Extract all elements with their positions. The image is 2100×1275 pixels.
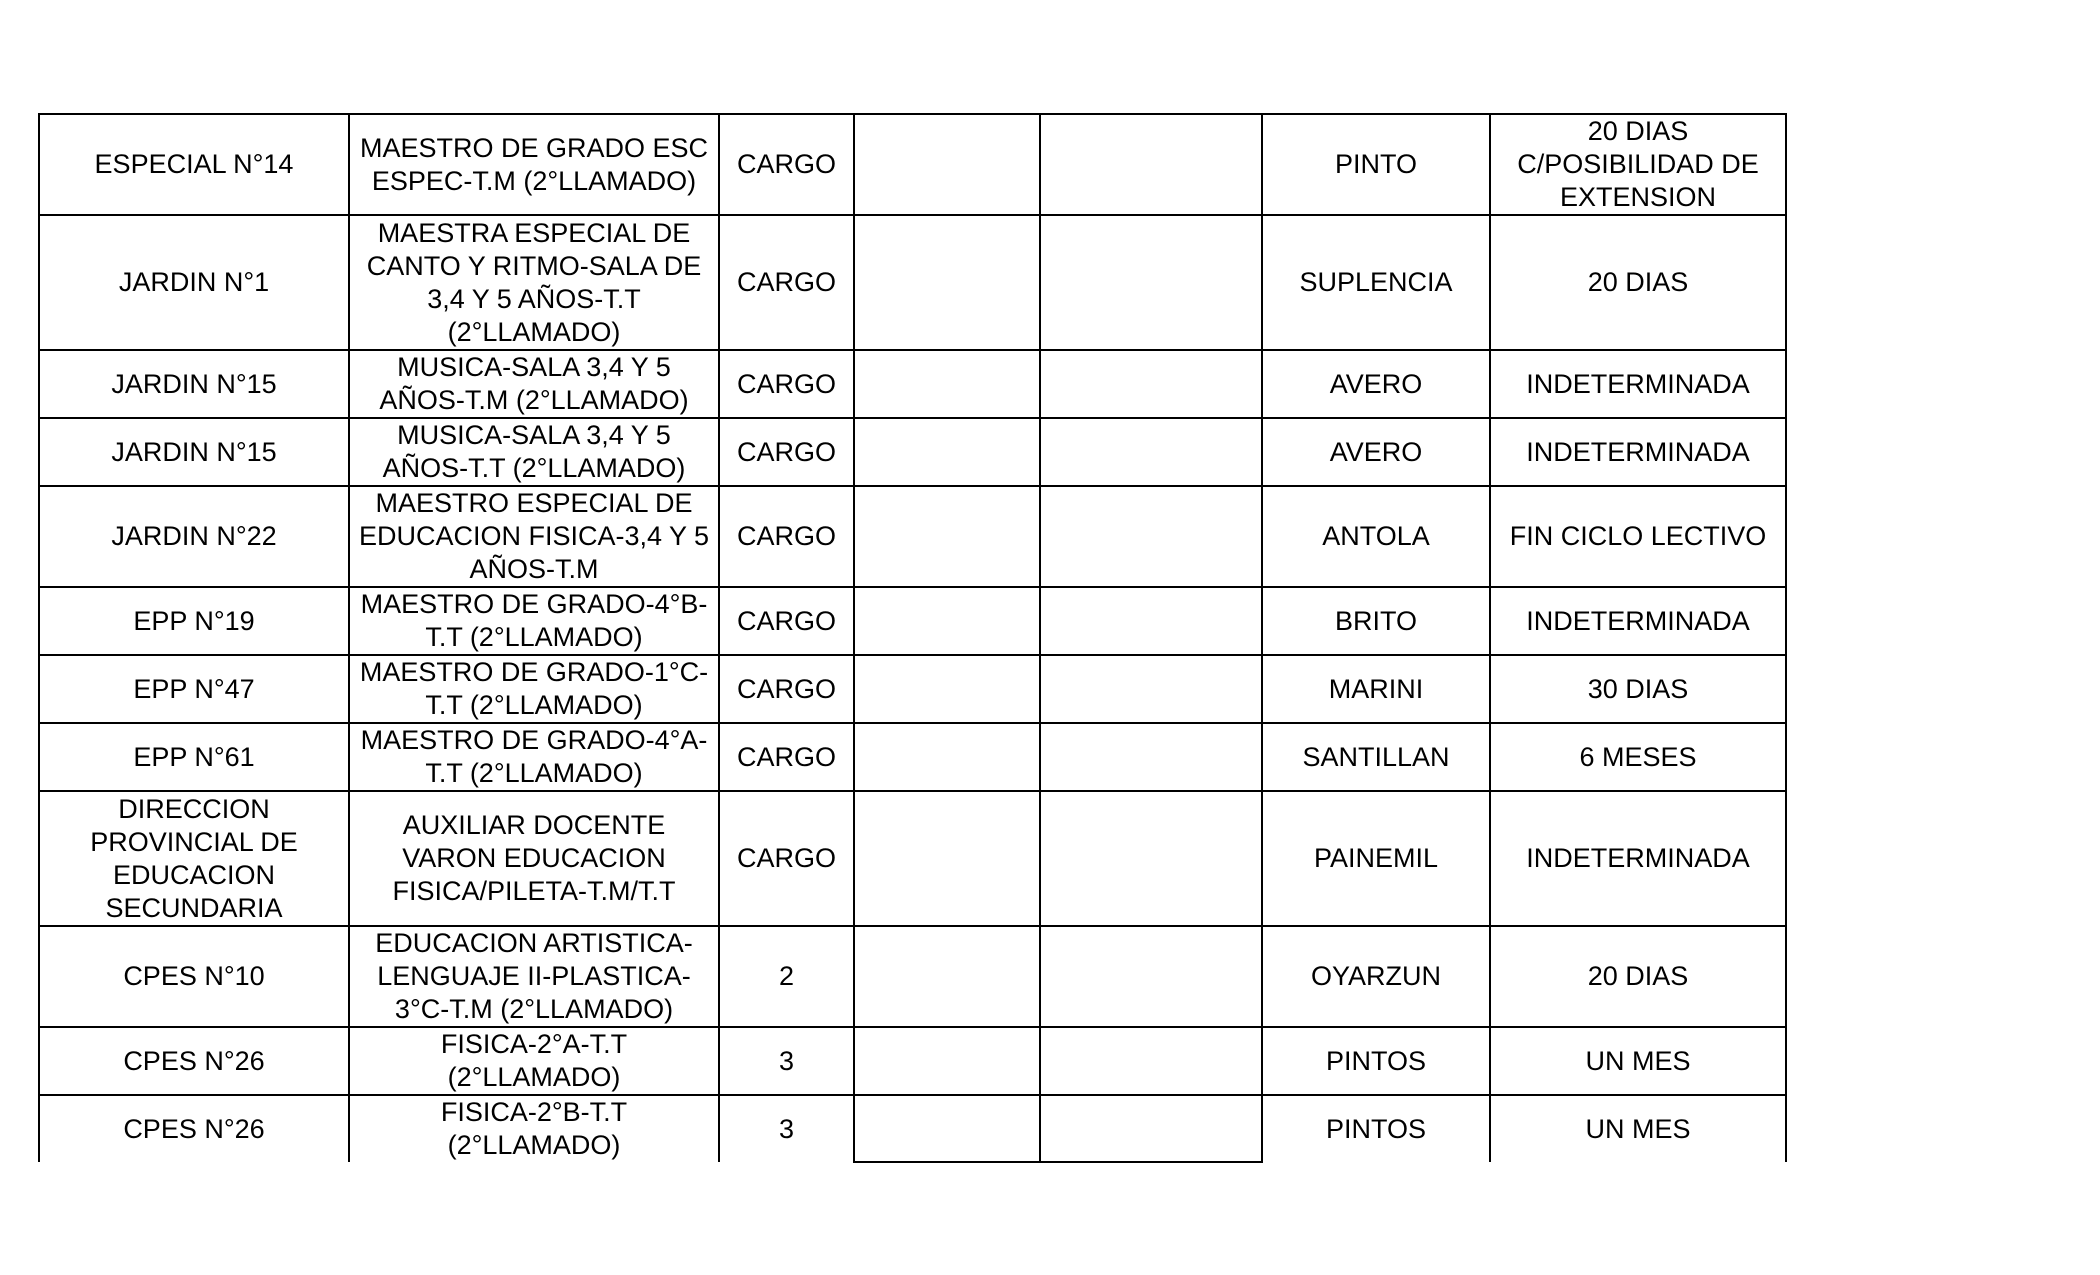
type-cell [719, 655, 854, 723]
position-cell [349, 1095, 719, 1162]
name-cell [1262, 486, 1490, 587]
duration-text: 20 DIAS [1587, 961, 1689, 991]
position-cell [349, 114, 719, 215]
type-cell [719, 1027, 854, 1095]
duration-text: 6 MESES [1579, 741, 1697, 772]
duration-text: INDETERMINADA [1526, 368, 1750, 399]
table-row [39, 418, 1786, 486]
school-text: JARDIN N°15 [111, 436, 277, 467]
duration-text: INDETERMINADA [1526, 843, 1750, 873]
type-text: CARGO [736, 741, 836, 772]
name-cell [1262, 1027, 1490, 1095]
type-text: CARGO [736, 149, 836, 179]
type-cell [719, 723, 854, 791]
duration-text: 20 DIAS C/POSIBILIDAD DE EXTENSION [1517, 116, 1759, 212]
school-text: CPES N°10 [123, 961, 265, 991]
name-text: SUPLENCIA [1299, 267, 1453, 297]
table-row [39, 587, 1786, 655]
name-text: PINTOS [1325, 1113, 1427, 1144]
school-cell [39, 114, 349, 215]
type-cell [719, 1095, 854, 1162]
empty-cell [1040, 587, 1262, 655]
table-body [39, 114, 1786, 1162]
empty-cell [1040, 723, 1262, 791]
type-cell [719, 486, 854, 587]
empty-cell [854, 1027, 1040, 1095]
empty-cell [1040, 486, 1262, 587]
duration-cell [1490, 791, 1786, 926]
school-cell [39, 1027, 349, 1095]
type-text: 3 [778, 1045, 795, 1076]
name-text: PINTO [1334, 149, 1417, 179]
vacancies-table [38, 113, 1787, 1163]
duration-text: INDETERMINADA [1526, 436, 1750, 467]
position-text: MUSICA-SALA 3,4 Y 5 AÑOS-T.T (2°LLAMADO) [382, 420, 686, 483]
school-cell [39, 350, 349, 418]
duration-cell [1490, 723, 1786, 791]
position-text: EDUCACION ARTISTICA-LENGUAJE II-PLASTICA-3°C-T.M (2°LLAMADO) [375, 928, 693, 1024]
position-cell [349, 655, 719, 723]
table-row [39, 486, 1786, 587]
school-text: JARDIN N°22 [111, 521, 277, 551]
type-text: 3 [778, 1113, 795, 1144]
school-cell [39, 215, 349, 350]
position-text: MAESTRA ESPECIAL DE CANTO Y RITMO-SALA DE 3,4 Y 5 AÑOS-T.T (2°LLAMADO) [366, 217, 702, 347]
type-text: CARGO [736, 843, 836, 873]
name-cell [1262, 350, 1490, 418]
type-text: CARGO [736, 267, 836, 297]
empty-cell [1040, 350, 1262, 418]
name-text: SANTILLAN [1302, 741, 1450, 772]
school-cell [39, 418, 349, 486]
table-row [39, 926, 1786, 1027]
type-text: CARGO [736, 605, 836, 636]
duration-text: UN MES [1585, 1045, 1691, 1076]
name-text: ANTOLA [1322, 521, 1430, 551]
empty-cell [854, 114, 1040, 215]
name-text: MARINI [1328, 673, 1424, 704]
position-cell [349, 587, 719, 655]
school-text: EPP N°47 [133, 673, 255, 704]
type-text: CARGO [736, 521, 836, 551]
type-cell [719, 215, 854, 350]
position-cell [349, 723, 719, 791]
duration-cell [1490, 486, 1786, 587]
position-text: FISICA-2°A-T.T (2°LLAMADO) [440, 1029, 628, 1092]
empty-cell [1040, 926, 1262, 1027]
empty-cell [854, 655, 1040, 723]
table-row [39, 114, 1786, 215]
school-cell [39, 791, 349, 926]
table-row [39, 350, 1786, 418]
type-cell [719, 114, 854, 215]
table-row [39, 791, 1786, 926]
position-cell [349, 418, 719, 486]
school-text: CPES N°26 [123, 1113, 265, 1144]
position-text: MAESTRO DE GRADO ESC ESPEC-T.M (2°LLAMADO) [359, 132, 709, 196]
name-cell [1262, 1095, 1490, 1162]
table-row [39, 215, 1786, 350]
empty-cell [1040, 114, 1262, 215]
type-cell [719, 587, 854, 655]
position-cell [349, 486, 719, 587]
school-text: JARDIN N°15 [111, 368, 277, 399]
position-cell [349, 350, 719, 418]
school-cell [39, 486, 349, 587]
school-text: ESPECIAL N°14 [94, 149, 294, 179]
type-text: CARGO [736, 673, 836, 704]
empty-cell [854, 418, 1040, 486]
name-cell [1262, 655, 1490, 723]
school-cell [39, 1095, 349, 1162]
duration-cell [1490, 655, 1786, 723]
empty-cell [854, 1095, 1040, 1162]
table-row [39, 723, 1786, 791]
type-text: 2 [778, 961, 795, 991]
name-cell [1262, 215, 1490, 350]
type-text: CARGO [736, 436, 836, 467]
table-row [39, 1027, 1786, 1095]
empty-cell [854, 350, 1040, 418]
name-text: OYARZUN [1310, 961, 1441, 991]
empty-cell [1040, 791, 1262, 926]
duration-cell [1490, 350, 1786, 418]
name-cell [1262, 791, 1490, 926]
duration-cell [1490, 114, 1786, 215]
empty-cell [854, 486, 1040, 587]
position-text: MAESTRO DE GRADO-1°C-T.T (2°LLAMADO) [359, 657, 709, 720]
empty-cell [1040, 1027, 1262, 1095]
name-text: PINTOS [1325, 1045, 1427, 1076]
empty-cell [1040, 1095, 1262, 1162]
duration-text: UN MES [1585, 1113, 1691, 1144]
position-text: MAESTRO DE GRADO-4°A-T.T (2°LLAMADO) [360, 725, 708, 788]
school-text: JARDIN N°1 [118, 267, 270, 297]
school-text: DIRECCION PROVINCIAL DE EDUCACION SECUNDARIA [90, 793, 298, 923]
position-text: AUXILIAR DOCENTE VARON EDUCACION FISICA/PILETA-T.M/T.T [392, 810, 676, 906]
duration-text: 30 DIAS [1587, 673, 1689, 704]
school-text: EPP N°61 [133, 741, 255, 772]
empty-cell [1040, 655, 1262, 723]
name-cell [1262, 114, 1490, 215]
type-cell [719, 791, 854, 926]
name-cell [1262, 723, 1490, 791]
duration-text: FIN CICLO LECTIVO [1509, 521, 1767, 551]
duration-text: INDETERMINADA [1526, 605, 1750, 636]
type-text: CARGO [736, 368, 836, 399]
duration-text: 20 DIAS [1587, 267, 1689, 297]
duration-cell [1490, 1095, 1786, 1162]
empty-cell [1040, 215, 1262, 350]
duration-cell [1490, 418, 1786, 486]
empty-cell [854, 587, 1040, 655]
name-text: PAINEMIL [1313, 843, 1439, 873]
empty-cell [854, 723, 1040, 791]
position-cell [349, 215, 719, 350]
school-text: EPP N°19 [133, 605, 255, 636]
position-text: MUSICA-SALA 3,4 Y 5 AÑOS-T.M (2°LLAMADO) [379, 352, 689, 415]
table-row [39, 655, 1786, 723]
position-text: MAESTRO DE GRADO-4°B-T.T (2°LLAMADO) [360, 589, 708, 652]
school-cell [39, 587, 349, 655]
name-text: AVERO [1329, 436, 1423, 467]
duration-cell [1490, 215, 1786, 350]
position-cell [349, 1027, 719, 1095]
school-text: CPES N°26 [123, 1045, 265, 1076]
position-text: FISICA-2°B-T.T (2°LLAMADO) [440, 1097, 628, 1160]
type-cell [719, 418, 854, 486]
position-text: MAESTRO ESPECIAL DE EDUCACION FISICA-3,4 Y 5 AÑOS-T.M [358, 488, 710, 584]
name-cell [1262, 418, 1490, 486]
type-cell [719, 350, 854, 418]
type-cell [719, 926, 854, 1027]
name-cell [1262, 587, 1490, 655]
position-cell [349, 791, 719, 926]
table-row [39, 1095, 1786, 1162]
duration-cell [1490, 587, 1786, 655]
position-cell [349, 926, 719, 1027]
school-cell [39, 655, 349, 723]
duration-cell [1490, 926, 1786, 1027]
name-text: AVERO [1329, 368, 1423, 399]
empty-cell [854, 215, 1040, 350]
empty-cell [854, 926, 1040, 1027]
empty-cell [1040, 418, 1262, 486]
duration-cell [1490, 1027, 1786, 1095]
name-cell [1262, 926, 1490, 1027]
school-cell [39, 723, 349, 791]
name-text: BRITO [1334, 605, 1417, 636]
school-cell [39, 926, 349, 1027]
empty-cell [854, 791, 1040, 926]
